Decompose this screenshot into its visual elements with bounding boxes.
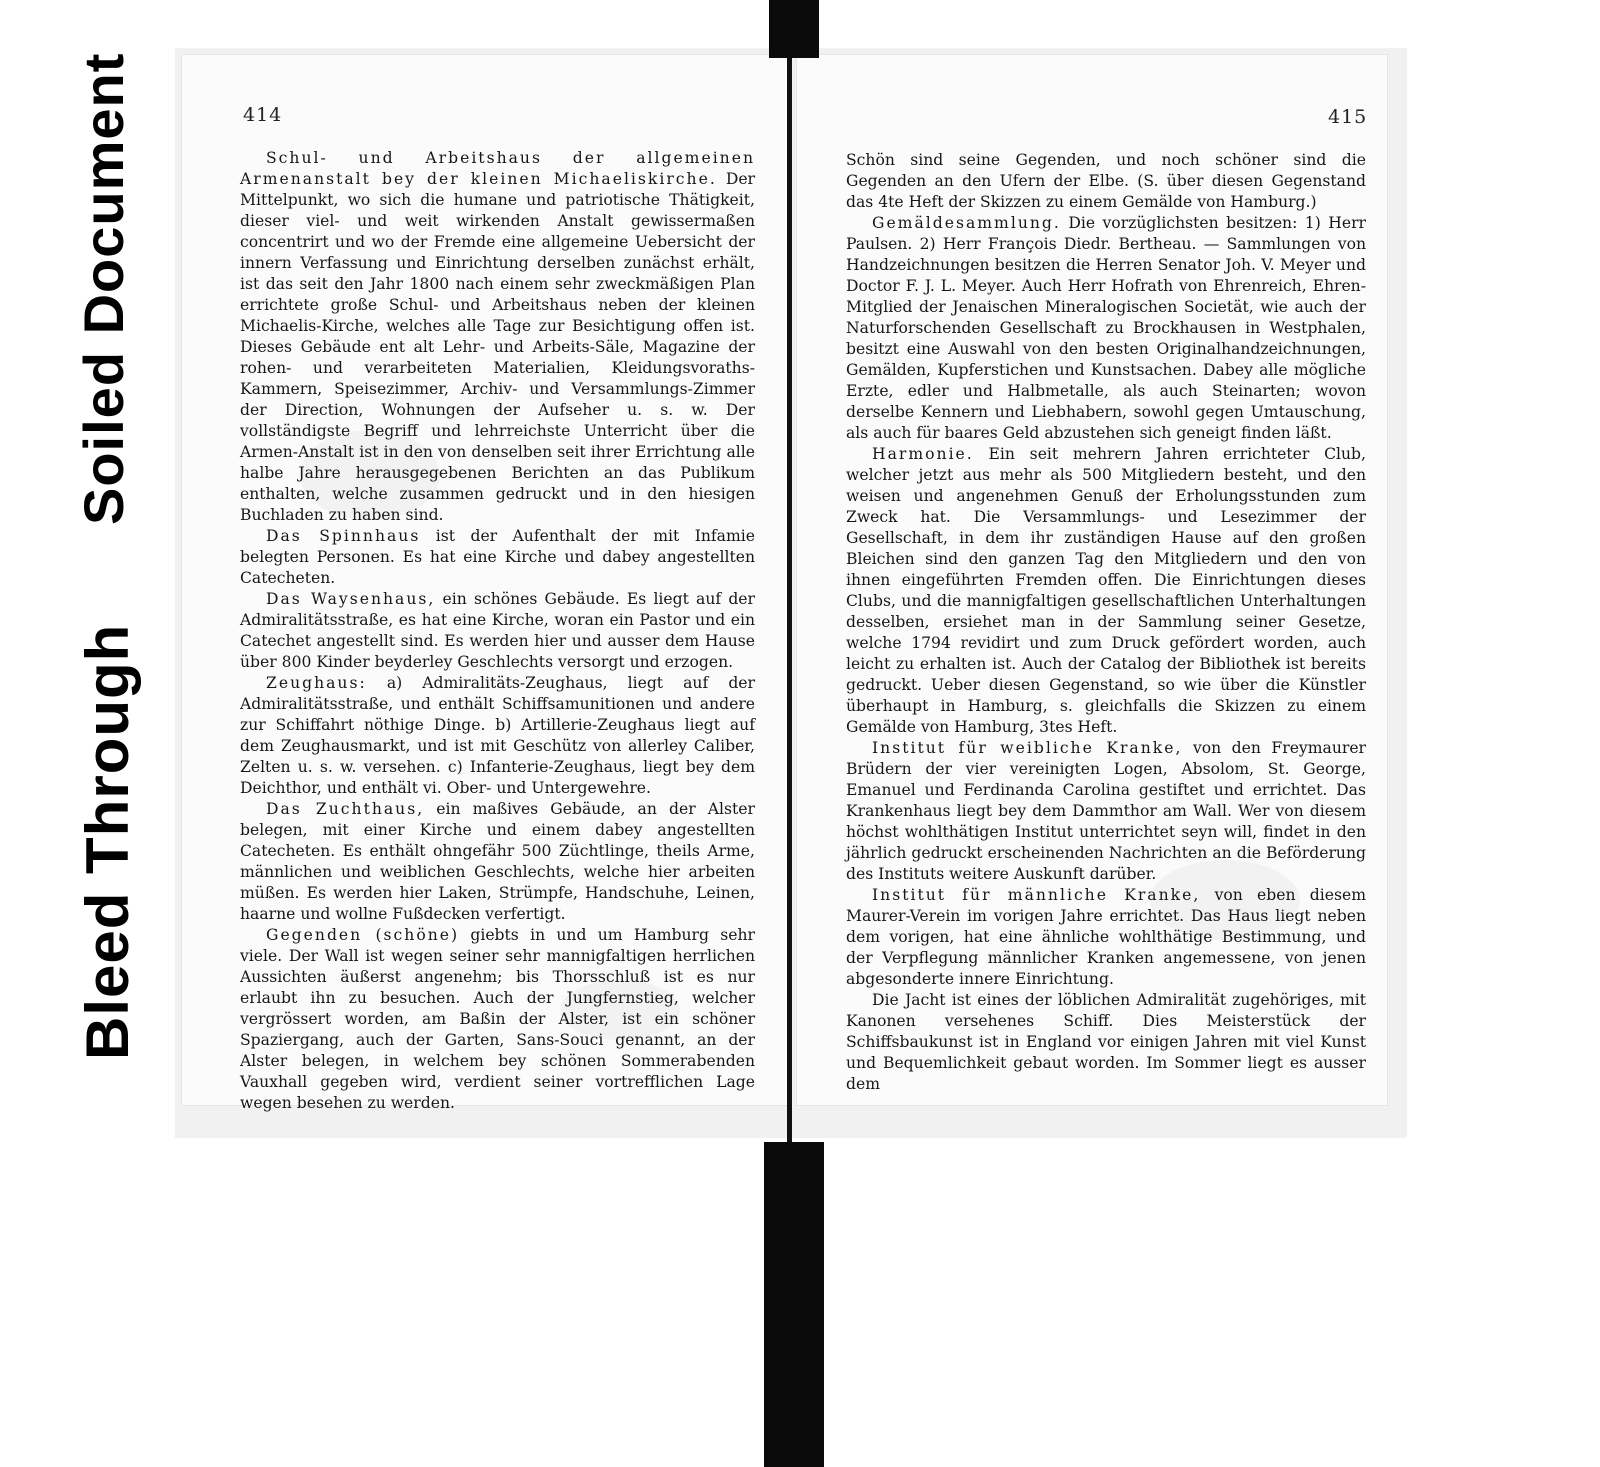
paragraph: [846, 444, 1366, 738]
bleed-through-label: Bleed Through: [74, 623, 141, 1060]
entry-heading: Schul- und Arbeitshaus der allgemeinen Armenanstalt bey der kleinen Michaeliskirche.: [240, 149, 755, 188]
paragraph: [240, 148, 755, 526]
entry-heading: Gemäldesammlung.: [872, 214, 1061, 232]
paragraph-text: Schön sind seine Gegenden, und noch schöner sind die Gegenden an den Ufern der Elbe. (S. über diesen Gegenstand das 4te Heft der Skizzen zu einem Gemälde von Hamburg.): [846, 151, 1366, 211]
entry-heading: Zeughaus:: [266, 674, 367, 692]
paragraph-text: Die Jacht ist eines der löblichen Admiralität zugehöriges, mit Kanonen versehenes Schiff. Dies Meisterstück der Schiffsbaukunst ist in England vor einigen Jahren mit viel Kunst und Bequemlichkeit gebaut worden. Im Sommer liegt es ausser dem: [846, 991, 1366, 1093]
paragraph: [240, 799, 755, 925]
left-page-text: [240, 148, 755, 1114]
paragraph-text: Ein seit mehrern Jahren errichteter Club, welcher jetzt aus mehr als 500 Mitgliedern besteht, und den weisen und angenehmen Genuß der Erholungsstunden zum Zweck hat. Die Versammlungs- und Lesezimmer der Gesellschaft, in dem ihr zuständigen Hause auf den großen Bleichen sind den ganzen Tag den Mitgliedern und den von ihnen eingeführten Fremden offen. Die Einrichtungen dieses Clubs, und die mannigfaltigen gesellschaftlichen Unterhaltungen desselben, ersiehet man in der Sammlung seiner Gesetze, welche 1794 revidirt und zum Druck gefördert worden, auch leicht zu erhalten ist. Auch der Catalog der Bibliothek ist bereits gedruckt. Ueber diesen Gegenstand, so wie über die Künstler überhaupt in Hamburg, s. gleichfalls die Skizzen zu einem Gemälde von Hamburg, 3tes Heft.: [846, 445, 1366, 736]
paragraph: [240, 925, 755, 1114]
paragraph-text: giebts in und um Hamburg sehr viele. Der Wall ist wegen seiner sehr mannigfaltigen herrlichen Aussichten äußerst angenehm; bis Thorsschluß ist es nur erlaubt ihn zu besuchen. Auch der Jungfernstieg, welcher vergrössert worden, am Baßin der Alster, ist ein schöner Spaziergang, auch der Garten, Sans-Souci genannt, an der Alster belegen, in welchem bey schönen Sommerabenden Vauxhall gegeben wird, verdient seiner vortrefflichen Lage wegen besehen zu werden.: [240, 926, 755, 1112]
paragraph-text: ist der Aufenthalt der mit Infamie belegten Personen. Es hat eine Kirche und dabey angestellten Catecheten.: [240, 527, 755, 587]
left-page-number: 414: [243, 104, 283, 126]
paragraph-text: ein schönes Gebäude. Es liegt auf der Admiralitätsstraße, es hat eine Kirche, woran ein Pastor und ein Catechet angestellt sind. Es werden hier und ausser dem Hause über 800 Kinder beyderley Geschlechts versorgt und erzogen.: [240, 590, 755, 671]
entry-heading: Harmonie.: [872, 445, 974, 463]
entry-heading: Das Waysenhaus,: [266, 590, 436, 608]
entry-heading: Gegenden (schöne): [266, 926, 460, 944]
book-gutter: [787, 56, 792, 1146]
entry-heading: Das Zuchthaus,: [266, 800, 425, 818]
paragraph: [240, 526, 755, 589]
entry-heading: Institut für weibliche Kranke,: [872, 739, 1183, 757]
paragraph-text: von den Freymaurer Brüdern der vier vereinigten Logen, Absolom, St. George, Emanuel und Ferdinanda Carolina gestiftet und errichtet. Das Krankenhaus liegt bey dem Dammthor am Wall. Wer von diesem höchst wohlthätigen Institut unterrichtet seyn will, findet in den jährlich gedruckt erscheinenden Nachrichten an die Beförderung des Instituts weitere Auskunft darüber.: [846, 739, 1367, 883]
paragraph: [846, 738, 1366, 885]
binding-clip-top: [769, 0, 819, 58]
paragraph-text: a) Admiralitäts-Zeughaus, liegt auf der Admiralitätsstraße, und enthält Schiffsamunitionen und andere zur Schiffahrt nöthige Dinge. b) Artillerie-Zeughaus liegt auf dem Zeughausmarkt, und ist mit Geschütz von allerley Caliber, Zelten u. s. w. versehen. c) Infanterie-Zeughaus, liegt bey dem Deichthor, und enthält vi. Ober- und Untergewehre.: [240, 674, 755, 797]
right-page-text: [846, 150, 1366, 1095]
entry-heading: Das Spinnhaus: [266, 527, 421, 545]
binding-clip-bottom: [764, 1142, 824, 1467]
soiled-document-label: Soiled Document: [72, 52, 135, 525]
paragraph: [846, 885, 1366, 990]
paragraph: [846, 150, 1366, 213]
paragraph: [240, 673, 755, 799]
entry-heading: Institut für männliche Kranke,: [872, 886, 1201, 904]
paragraph-text: Die vorzüglichsten besitzen: 1) Herr Paulsen. 2) Herr François Diedr. Bertheau. — Sammlungen von Handzeichnungen besitzen die Herren Senator Joh. V. Meyer und Doctor F. J. L. Meyer. Auch Herr Hofrath von Ehrenreich, Ehren-Mitglied der Jenaischen Mineralogischen Societät, wie auch der Naturforschenden Gesellschaft zu Brockhausen in Westphalen, besitzt eine Auswahl von den besten Originalhandzeichnungen, Gemälden, Kupferstichen und Kunstsachen. Dabey alle mögliche Erzte, edler und Halbmetalle, als auch Steinarten; wovon derselbe Kennern und Liebhabern, sowohl gegen Umtauschung, als auch für baares Geld abzustehen sich geneigt finden läßt.: [846, 214, 1366, 442]
paragraph: [846, 990, 1366, 1095]
paragraph-text: ein maßives Gebäude, an der Alster belegen, mit einer Kirche und einem dabey angestellten Catecheten. Es enthält ohngefähr 500 Züchtlinge, theils Arme, männlichen und weiblichen Geschlechts, welche hier arbeiten müßen. Es werden hier Laken, Strümpfe, Handschuhe, Leinen, haarne und wollne Fußdecken verfertigt.: [240, 800, 755, 923]
right-page-number: 415: [1328, 106, 1368, 128]
paragraph: [240, 589, 755, 673]
paragraph-text: von eben diesem Maurer-Verein im vorigen Jahre errichtet. Das Haus liegt neben dem vorigen, hat eine ähnliche wohlthätige Bestimmung, und der Verpflegung männlicher Kranken angemessene, von jenen abgesonderte innere Einrichtung.: [846, 886, 1367, 988]
paragraph-text: Der Mittelpunkt, wo sich die humane und patriotische Thätigkeit, dieser viel- und weit wirkenden Anstalt gewissermaßen concentrirt und wo der Fremde eine allgemeine Uebersicht der innern Verfassung und Einrichtung derselben zunächst erhält, ist das seit den Jahr 1800 nach einem sehr zweckmäßigen Plan errichtete große Schul- und Arbeitshaus neben der kleinen Michaelis-Kirche, welches alle Tage zur Besichtigung offen ist. Dieses Gebäude ent alt Lehr- und Arbeits-Säle, Magazine der rohen- und verarbeiteten Materialien, Kleidungsvoraths-Kammern, Speisezimmer, Archiv- und Versammlungs-Zimmer der Direction, Wohnungen der Aufseher u. s. w. Der vollständigste Begriff und lehrreichste Unterricht über die Armen-Anstalt ist in den von denselben seit ihrer Errichtung alle halbe Jahre herausgegebenen Berichten an das Publikum enthalten, welche zusammen gedruckt und in den hiesigen Buchladen zu haben sind.: [240, 170, 755, 524]
paragraph: [846, 213, 1366, 444]
